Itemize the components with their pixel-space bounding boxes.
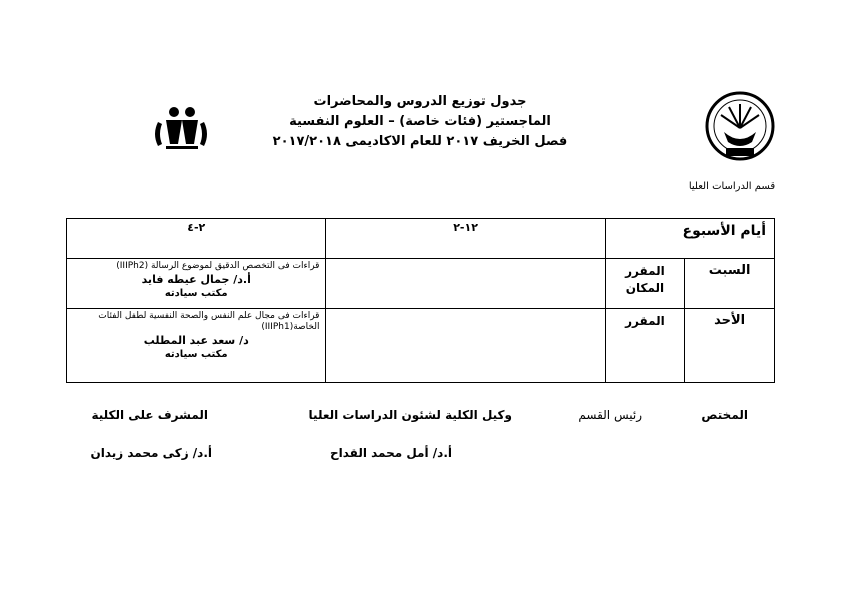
course-label: المقرر <box>625 264 665 278</box>
signature-specialist: المختص <box>701 408 748 422</box>
signature-head-of-dept: رئيس القسم <box>578 408 642 422</box>
instructor-name: د/ سعد عبد المطلب <box>143 334 249 347</box>
course-title: قراءات فى التخصص الدقيق لموضوع الرسالة (IIIPh2) <box>116 261 320 271</box>
department-label: قسم الدراسات العليا <box>688 181 776 192</box>
day-sunday: الأحد <box>685 309 775 383</box>
time-slot-12-2: ١٢-٢ <box>326 219 605 259</box>
header-term: فصل الخريف ٢٠١٧ للعام الاكاديمى ٢٠١٧/٢٠١٨ <box>272 134 568 149</box>
course-cell <box>67 309 326 383</box>
table-header-row <box>67 219 775 259</box>
day-saturday: السبت <box>685 259 775 309</box>
instructor-name: أ.د/ جمال عيطه فايد <box>141 273 251 286</box>
signature-supervisor: المشرف على الكلية <box>91 408 208 422</box>
row-labels <box>605 309 685 383</box>
document-header <box>240 92 600 152</box>
signature-vice-dean: وكيل الكلية لشئون الدراسات العليا <box>308 408 512 422</box>
header-title: جدول توزيع الدروس والمحاضرات <box>313 94 527 109</box>
vice-dean-name: أ.د/ أمل محمد القداح <box>329 446 452 460</box>
empty-cell <box>326 309 605 383</box>
course-cell <box>67 259 326 309</box>
row-labels <box>605 259 685 309</box>
empty-cell <box>326 259 605 309</box>
table-row <box>67 259 775 309</box>
university-logo <box>702 88 778 166</box>
course-label: المقرر <box>625 314 665 328</box>
course-place: مكتب سيادته <box>164 349 228 360</box>
days-header: أيام الأسبوع <box>605 219 774 259</box>
course-title: قراءات فى مجال علم النفس والصحة النفسية لطفل الفئات الخاصة(IIIPh1) <box>98 311 320 332</box>
header-program: الماجستير (فئات خاصة) – العلوم النفسية <box>289 114 551 129</box>
course-place: مكتب سيادته <box>164 288 228 299</box>
time-slot-2-4: ٢-٤ <box>67 219 326 259</box>
table-row <box>67 309 775 383</box>
faculty-logo <box>144 94 218 168</box>
supervisor-name: أ.د/ زكى محمد زيدان <box>90 446 212 460</box>
place-label: المكان <box>625 281 665 295</box>
schedule-table <box>66 218 775 383</box>
